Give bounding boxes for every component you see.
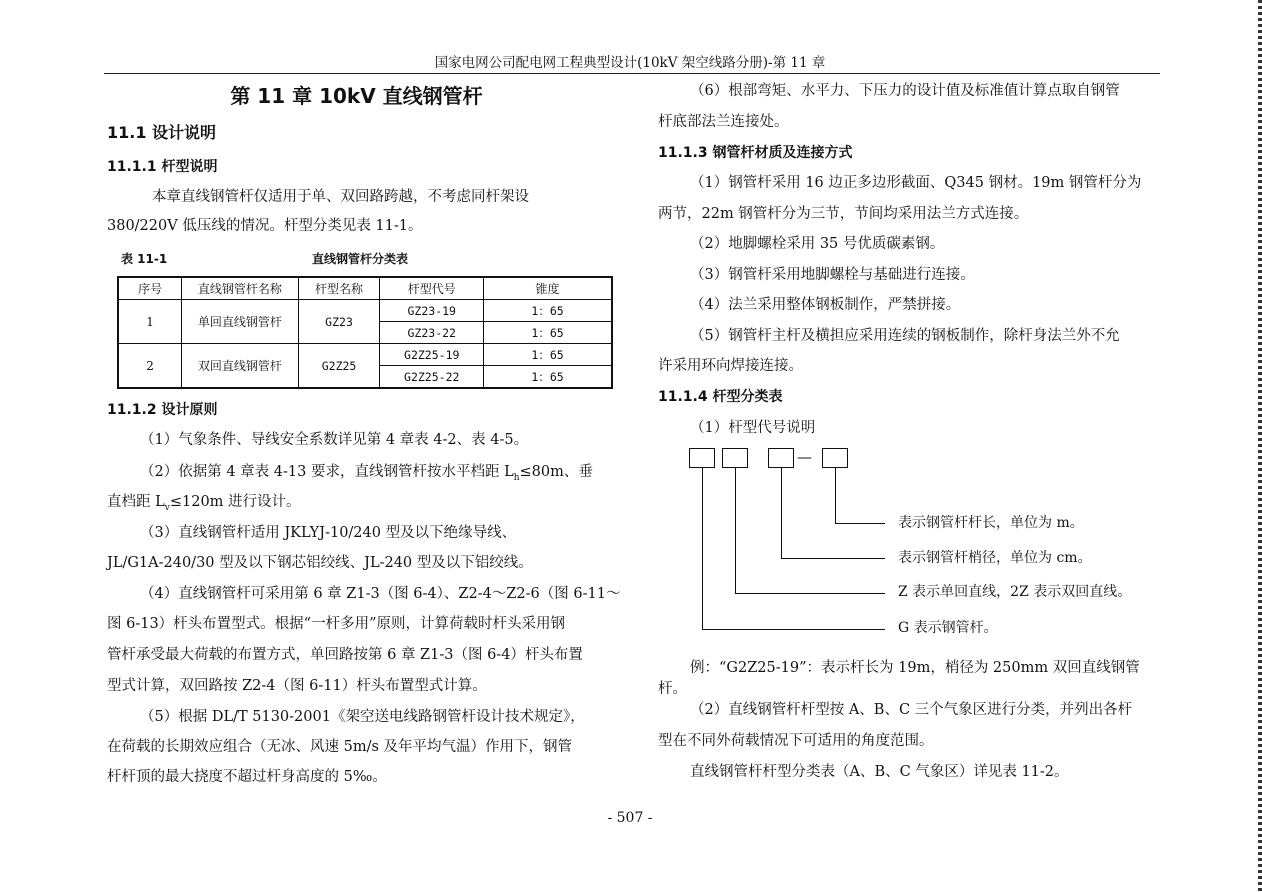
paragraph-line: 许采用环向焊接连接。 [658,358,803,374]
paragraph-line: 型式计算，双回路按 Z2-4（图 6-11）杆头布置型式计算。 [107,678,487,694]
table-cell-code: G2Z25-22 [380,366,484,389]
leader-line-length [835,468,836,524]
paragraph-line: 杆。 [658,681,687,697]
table-cell-no: 1 [118,300,182,344]
code-box-steel [689,448,715,468]
paragraph-line: （4）法兰采用整体钢板制作，严禁拼接。 [690,297,961,313]
leader-line-tip [781,558,885,559]
section-heading-11-1-1: 11.1.1 杆型说明 [107,159,218,175]
paragraph-line: （1）气象条件、导线安全系数详见第 4 章表 4-2、表 4-5。 [140,432,529,448]
legend-length: 表示钢管杆杆长，单位为 m。 [898,515,1084,531]
table-cell-code: GZ23-19 [380,300,484,322]
paragraph-line: JL/G1A-240/30 型及以下钢芯铝绞线、JL-240 型及以下铝绞线。 [107,555,533,571]
code-box-length [822,448,848,468]
paragraph-line: 管杆承受最大荷载的布置方式，单回路按第 6 章 Z1-3（图 6-4）杆头布置 [107,647,583,663]
table-header-cell: 序号 [118,277,182,300]
table-cell-code: GZ23-22 [380,322,484,344]
section-heading-11-1-2: 11.1.2 设计原则 [107,402,218,418]
paragraph-line: （6）根部弯矩、水平力、下压力的设计值及标准值计算点取自钢管 [690,83,1120,99]
paragraph-line: 型在不同外荷载情况下可适用的角度范围。 [658,733,934,749]
leader-line-circuit [735,593,885,594]
table-cell-model: G2Z25 [298,344,380,389]
table-cell-taper: 1：65 [484,300,612,322]
paragraph-line: 直线钢管杆杆型分类表（A、B、C 气象区）详见表 11-2。 [690,764,1069,780]
paragraph-line: （3）钢管杆采用地脚螺栓与基础进行连接。 [690,267,975,283]
header-rule [104,73,1160,74]
leader-line-steel [702,629,885,630]
paragraph-line: 两节，22m 钢管杆分为三节，节间均采用法兰方式连接。 [658,206,1029,222]
page-number: - 507 - [607,810,653,826]
table-row [118,344,612,366]
paragraph-line: 在荷载的长期效应组合（无冰、风速 5m/s 及年平均气温）作用下，钢管 [107,739,573,755]
paragraph-line: 直档距 $L_v\le 120m$ 进行设计。 [107,494,301,513]
table-cell-no: 2 [118,344,182,389]
table-caption-title: 直线钢管杆分类表 [312,252,409,266]
table-cell-model: GZ23 [298,300,380,344]
paragraph-line: （5）根据 DL/T 5130-2001《架空送电线路钢管杆设计技术规定》， [140,709,585,725]
leader-line-circuit [735,468,736,594]
code-dash: — [797,448,812,466]
legend-tip-diameter: 表示钢管杆梢径，单位为 cm。 [898,550,1092,566]
legend-circuit: Z 表示单回直线，2Z 表示双回直线。 [898,584,1132,600]
paragraph-line: （5）钢管杆主杆及横担应采用连续的钢板制作，除杆身法兰外不允 [690,328,1120,344]
table-cell-taper: 1：65 [484,366,612,389]
table-header-cell: 直线钢管杆名称 [182,277,298,300]
table-cell-code: G2Z25-19 [380,344,484,366]
paragraph-line: 图 6-13）杆头布置型式。根据“一杆多用”原则，计算荷载时杆头采用钢 [107,616,566,632]
paragraph-line: （3）直线钢管杆适用 JKLYJ-10/240 型及以下绝缘导线、 [140,525,517,541]
leader-line-length [835,523,885,524]
paragraph-line: 例：“G2Z25-19”：表示杆长为 19m，梢径为 250mm 双回直线钢管 [690,660,1140,676]
table-header-cell: 锥度 [484,277,612,300]
paragraph-line: （2）依据第 4 章表 4-13 要求，直线钢管杆按水平档距 $L_h\le 80m$、垂 [140,464,593,483]
legend-steel: G 表示钢管杆。 [898,620,998,636]
table-header-row [118,277,612,300]
paragraph-line: （2）直线钢管杆杆型按 A、B、C 三个气象区进行分类，并列出各杆 [690,702,1133,718]
paragraph-line: 杆杆顶的最大挠度不超过杆身高度的 5‰。 [107,769,387,785]
leader-line-tip [781,468,782,559]
running-header: 国家电网公司配电网工程典型设计(10kV 架空线路分册)-第 11 章 [434,55,826,71]
chapter-title: 第 11 章 10kV 直线钢管杆 [230,84,483,108]
paragraph-line: （2）地脚螺栓采用 35 号优质碳素钢。 [690,236,945,252]
section-heading-11-1: 11.1 设计说明 [107,123,217,142]
paragraph-line: 380/220V 低压线的情况。杆型分类见表 11-1。 [107,218,423,234]
table-cell-name: 单回直线钢管杆 [182,300,298,344]
paragraph-line: （4）直线钢管杆可采用第 6 章 Z1-3（图 6-4）、Z2-4～Z2-6（图 6-11～ [140,586,621,602]
paragraph-line: （1）钢管杆采用 16 边正多边形截面、Q345 钢材。19m 钢管杆分为 [690,175,1142,191]
table-header-cell: 杆型代号 [380,277,484,300]
table-caption-number: 表 11-1 [121,252,168,266]
table-header-cell: 杆型名称 [298,277,380,300]
paragraph-line: 本章直线钢管杆仅适用于单、双回路跨越，不考虑同杆架设 [152,189,529,205]
table-cell-taper: 1：65 [484,322,612,344]
table-cell-name: 双回直线钢管杆 [182,344,298,389]
section-heading-11-1-4: 11.1.4 杆型分类表 [658,389,783,405]
paragraph-line: 杆底部法兰连接处。 [658,114,789,130]
pole-classification-table [117,276,613,389]
paragraph-line: （1）杆型代号说明 [690,420,816,436]
table-row [118,300,612,322]
page-edge [1258,0,1262,892]
code-box-tip-diameter [768,448,794,468]
table-cell-taper: 1：65 [484,344,612,366]
code-box-circuit [722,448,748,468]
section-heading-11-1-3: 11.1.3 钢管杆材质及连接方式 [658,145,853,161]
leader-line-steel [702,468,703,630]
